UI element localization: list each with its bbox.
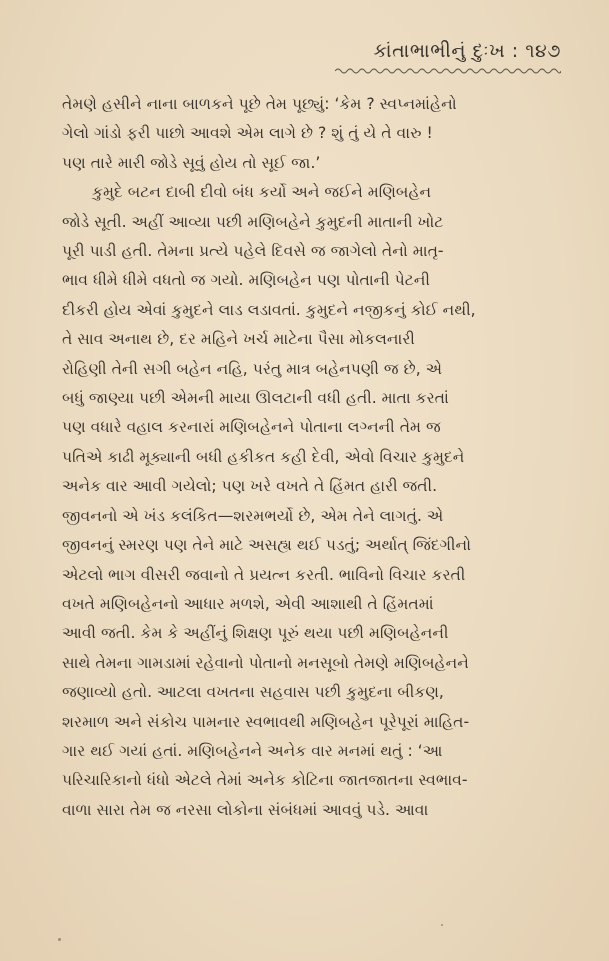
text-line: પૂરી પાડી હતી. તેમના પ્રત્યે પહેલે દિવસે જ જાગેલો તેનો માતૃ- bbox=[62, 242, 444, 261]
text-line: પણ વધારે વહાલ કરનારાં મણિબહેનને પોતાના લગ્નની તેમ જ bbox=[62, 418, 441, 437]
text-line: સાથે તેમના ગામડામાં રહેવાનો પોતાનો મનસૂબો તેમણે મણિબહેનને bbox=[62, 653, 469, 672]
text-line: તેમણે હસીને નાના બાળકને પૂછે તેમ પૂછ્યું: ‘કેમ ? સ્વપ્નમાંહેનો bbox=[62, 95, 457, 113]
text-line: જણાવ્યો હતો. આટલા વખતના સહવાસ પછી કુમુદના બીકણ, bbox=[62, 683, 444, 702]
text-line: તે સાવ અનાથ છે, દર મહિને ખર્ચ માટેના પૈસા મોકલનારી bbox=[62, 330, 415, 349]
text-line: ભાવ ધીમે ધીમે વધતો જ ગયો. મણિબહેન પણ પોતાની પેટની bbox=[62, 271, 430, 290]
text-line: ગાર થઈ ગયાં હતાં. મણિબહેનને અનેક વાર મનમાં થતું : ‘આ bbox=[62, 741, 443, 760]
text-line: ગેલો ગાંડો ફરી પાછો આવશે એમ લાગે છે ? શું તું યે તે વારુ ! bbox=[62, 124, 433, 143]
text-line: આવી જતી. કેમ કે અહીંનું શિક્ષણ પૂરું થયા પછી મણિબહેનની bbox=[62, 624, 449, 643]
text-line: વાળા સારા તેમ જ નરસા લોકોના સંબંધમાં આવવું પડે. આવા bbox=[62, 800, 429, 819]
paragraph-start-line: કુમુદે બટન દાબી દીવો બંધ કર્યો અને જઈને મણિબહેન bbox=[92, 183, 432, 202]
text-line: જીવનનો એ ખંડ કલંકિત—શરમભર્યો છે, એમ તેને લાગતું. એ bbox=[62, 506, 444, 525]
text-line: શરમાળ અને સંકોચ પામનાર સ્વભાવથી મણિબહેન પૂરેપૂરાં માહિત- bbox=[62, 712, 470, 731]
paper-speck bbox=[441, 924, 443, 926]
text-line: રોહિણી તેની સગી બહેન નહિ, પરંતુ માત્ર બહેનપણી જ છે, એ bbox=[62, 359, 443, 378]
text-line: વખતે મણિબહેનનો આધાર મળશે, એવી આશાથી તે હિંમતમાં bbox=[62, 594, 434, 613]
running-head: કાંતાભાભીનું દુઃખ : ૧૪૭ bbox=[373, 40, 561, 62]
text-line: જોડે સૂતી. અહીં આવ્યા પછી મણિબહેને કુમુદની માતાની ખોટ bbox=[62, 212, 444, 231]
wavy-rule-ornament bbox=[335, 66, 561, 76]
text-line: જીવનનું સ્મરણ પણ તેને માટે અસહ્ય થઈ પડતું; અર્થાત્ જિંદગીનો bbox=[62, 536, 471, 555]
paper-speck bbox=[58, 938, 61, 941]
text-line: અનેક વાર આવી ગયેલો; પણ ખરે વખતે તે હિંમત હારી જતી. bbox=[62, 477, 438, 496]
text-line: એટલો ભાગ વીસરી જવાનો તે પ્રયત્ન કરતી. ભાવિનો વિચાર કરતી bbox=[62, 565, 466, 584]
text-line: પતિએ કાઢી મૂક્યાની બધી હકીકત કહી દેવી, એવો વિચાર કુમુદને bbox=[62, 447, 465, 466]
text-line: દીકરી હોય એવાં કુમુદને લાડ લડાવતાં. કુમુદને નજીકનું કોઈ નથી, bbox=[62, 300, 476, 319]
text-line: પણ તારે મારી જોડે સૂવું હોય તો સૂઈ જા.’ bbox=[62, 153, 321, 172]
page-header bbox=[335, 40, 561, 76]
body-text bbox=[62, 90, 558, 825]
text-line: બધું જાણ્યા પછી એમની માયા ઊલટાની વધી હતી. માતા કરતાં bbox=[62, 389, 449, 408]
text-line: પરિચારિકાનો ધંધો એટલે તેમાં અનેક કોટિના જાતજાતના સ્વભાવ- bbox=[62, 771, 468, 790]
